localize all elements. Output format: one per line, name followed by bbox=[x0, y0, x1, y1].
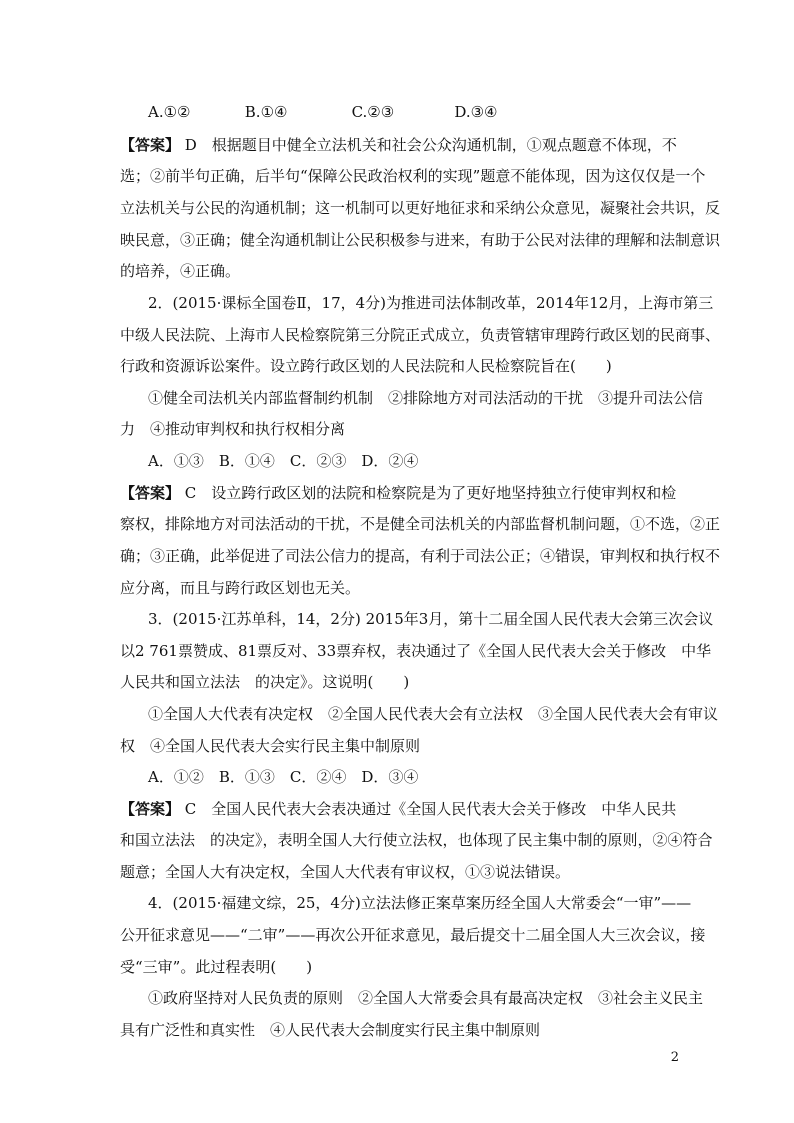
q3-answer-line: 题意；全国人大有决定权，全国人大代表有审议权，①③说法错误。 bbox=[120, 863, 571, 881]
q2-stem: 行政和资源诉讼案件。设立跨行政区划的人民法院和人民检察院旨在( ) bbox=[120, 357, 612, 375]
q3-answer-line bbox=[120, 799, 680, 819]
q1-answer-line: 选；②前半句正确，后半句“保障公民政治权利的实现”题意不能体现，因为这仅仅是一个 bbox=[120, 167, 706, 185]
q2-items: 力 ④推动审判权和执行权相分离 bbox=[120, 420, 346, 438]
answer-tag: 【答案】 bbox=[120, 484, 181, 502]
q2-stem: 中级人民法院、上海市人民检察院第三分院正式成立，负责管辖审理跨行政区划的民商事、 bbox=[120, 326, 721, 344]
q2-answer-line: 确；③正确，此举促进了司法公信力的提高，有利于司法公正；④错误，审判权和执行权不 bbox=[120, 547, 721, 565]
q3-answer-line: 和国立法法 的决定》，表明全国人大行使立法权，也体现了民主集中制的原则，②④符合 bbox=[120, 831, 713, 849]
q2-answer-line bbox=[120, 483, 680, 503]
q4-stem: 受“三审”。此过程表明( ) bbox=[120, 958, 313, 976]
q4-stem: 4．(2015·福建文综，25，4分)立法法修正案草案历经全国人大常委会“一审”—— bbox=[148, 894, 692, 912]
answer-tag: 【答案】 bbox=[120, 136, 181, 154]
q1-option-c: C.②③ bbox=[351, 103, 395, 121]
q1-answer-text: D 根据题目中健全立法机关和社会公众沟通机制，①观点题意不体现，不 bbox=[180, 136, 677, 154]
q3-stem: 以2 761票赞成、81票反对、33票弃权，表决通过了《全国人民代表大会关于修改 中华 bbox=[120, 642, 712, 660]
q1-answer-line: 立法机关与公民的沟通机制；这一机制可以更好地征求和采纳公众意见，凝聚社会共识，反 bbox=[120, 199, 721, 217]
q2-items: ①健全司法机关内部监督制约机制 ②排除地方对司法活动的干扰 ③提升司法公信 bbox=[148, 389, 704, 407]
q4-items: 具有广泛性和真实性 ④人民代表大会制度实行民主集中制原则 bbox=[120, 1021, 541, 1039]
q2-options: A．①③ B．①④ C．②③ D．②④ bbox=[148, 452, 419, 470]
q1-answer-line: 的培养，④正确。 bbox=[120, 262, 241, 280]
q2-stem: 2．(2015·课标全国卷Ⅱ，17，4分)为推进司法体制改革，2014年12月，上海市第三 bbox=[148, 294, 714, 312]
q1-option-b: B.①④ bbox=[244, 103, 288, 121]
q3-items: 权 ④全国人民代表大会实行民主集中制原则 bbox=[120, 737, 421, 755]
q2-answer-line: 察权，排除地方对司法活动的干扰，不是健全司法机关的内部监督机制问题，①不选，②正 bbox=[120, 515, 721, 533]
q1-answer-line: 映民意，③正确；健全沟通机制让公民积极参与进来，有助于公民对法律的理解和法制意识 bbox=[120, 231, 721, 249]
q3-answer-text: C 全国人民代表大会表决通过《全国人民代表大会关于修改 中华人民共 bbox=[180, 800, 677, 818]
q1-option-a: A.①② bbox=[148, 103, 191, 121]
q3-stem: 人民共和国立法法 的决定》。这说明( ) bbox=[120, 673, 410, 691]
q3-options: A．①② B．①③ C．②④ D．③④ bbox=[148, 768, 419, 786]
q3-items: ①全国人大代表有决定权 ②全国人民代表大会有立法权 ③全国人民代表大会有审议 bbox=[148, 705, 719, 723]
q1-options bbox=[148, 102, 708, 122]
q1-answer-line bbox=[120, 135, 680, 155]
page-number: 2 bbox=[670, 1050, 679, 1065]
q4-items: ①政府坚持对人民负责的原则 ②全国人大常委会具有最高决定权 ③社会主义民主 bbox=[148, 989, 704, 1007]
q3-stem: 3．(2015·江苏单科，14，2分) 2015年3月，第十二届全国人民代表大会第三次会议 bbox=[148, 610, 714, 628]
answer-tag: 【答案】 bbox=[120, 800, 181, 818]
q4-stem: 公开征求意见——“二审”——再次公开征求意见，最后提交十二届全国人大三次会议，接 bbox=[120, 926, 706, 944]
q1-option-d: D.③④ bbox=[454, 103, 498, 121]
q2-answer-text: C 设立跨行政区划的法院和检察院是为了更好地坚持独立行使审判权和检 bbox=[180, 484, 677, 502]
q2-answer-line: 应分离，而且与跨行政区划也无关。 bbox=[120, 579, 361, 597]
